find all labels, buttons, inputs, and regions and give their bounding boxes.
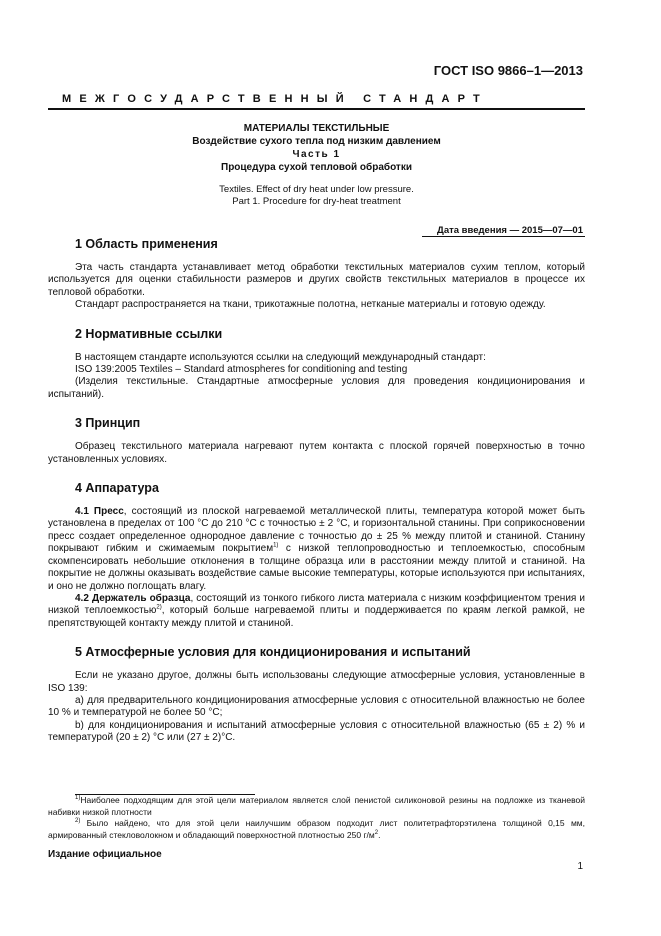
section-5-paragraph-2: а) для предварительного кондиционирования атмосферные условия с относительной влажностью не более 10 % и температурой не более 50 °С; — [48, 694, 585, 719]
section-2-heading: 2 Нормативные ссылки — [75, 326, 223, 341]
title-en-line1: Textiles. Effect of dry heat under low pressure. — [219, 184, 414, 195]
footnote-1-mark: 1) — [75, 795, 81, 802]
section-5-paragraph-1: Если не указано другое, должны быть использованы следующие атмосферные условия, установленные в ISO 139: — [48, 670, 585, 694]
page-number: 1 — [577, 861, 583, 872]
footnote-2-unit-sup: 2 — [374, 829, 379, 836]
section-5-paragraph-3: b) для кондиционирования и испытаний атмосферные условия с относительной влажностью (65 ± 2) % и температурой (20 ± 2) °С или (27 ± 2)°С. — [48, 719, 585, 744]
introduction-date: Дата введения — 2015—07—01 — [437, 225, 583, 236]
press-text-a: , состоящий из плоской нагреваемой металлической плиты, температура которой может быть установлена в пределах от 100 °С до 210 °С с точностью ± 2 °С, и горизонтальной станины. При соприкосновении пресс создает определенное однородное давление с точностью до ± 25 % между плитой и станиной. Станину покрывают гибким и сжимаемым покрытием — [48, 506, 585, 555]
section-2-paragraph-3: (Изделия текстильные. Стандартные атмосферные условия для проведения кондиционирования и испытаний). — [48, 376, 585, 400]
section-2-paragraph-2: ISO 139:2005 Textiles – Standard atmospheres for conditioning and testing — [75, 364, 408, 376]
section-3-paragraph-1: Образец текстильного материала нагревают путем контакта с плоской горячей поверхностью в точно установленных условиях. — [48, 441, 585, 465]
section-4-2-paragraph — [48, 593, 585, 630]
title-part-name: Процедура сухой тепловой обработки — [221, 162, 412, 173]
section-4-1-paragraph — [48, 506, 585, 593]
standard-number: ГОСТ ISO 9866–1—2013 — [433, 63, 583, 78]
header-rule — [48, 108, 585, 110]
title-part: Часть 1 — [292, 149, 341, 160]
footnote-2-end: . — [378, 829, 381, 840]
document-body — [48, 236, 585, 745]
official-edition-label: Издание официальное — [48, 849, 162, 860]
title-en-line2: Part 1. Procedure for dry-heat treatment — [232, 196, 401, 207]
holder-text-b: , который больше нагреваемой плиты и поддерживается по краям легкой рамкой, не препятствующей контакту между плитой и станиной. — [48, 605, 585, 629]
footnote-1 — [48, 795, 585, 818]
footnote-2-text: Было найдено, что для этой цели наилучшим образом подходит лист политетрафторэтилена толщиной 0,15 мм, армированный стекловолокном и обладающий поверхностной плотностью 250 г/м — [48, 818, 585, 840]
section-2-paragraph-1: В настоящем стандарте используются ссылки на следующий международный стандарт: — [75, 351, 486, 363]
title-block — [48, 122, 585, 208]
title-sub: Воздействие сухого тепла под низким давлением — [192, 136, 441, 147]
footnote-2 — [48, 818, 585, 841]
section-1-paragraph-2: Стандарт распространяется на ткани, трикотажные полотна, нетканые материалы и готовую одежду. — [75, 299, 546, 311]
press-text-b: с низкой теплопроводностью и теплоемкостью, способным скомпенсировать небольшие отклонения в толщине образца или в расстоянии между плитой и станиной. На покрытие не должны оказывать воздействие самые высокие температуры, которые используются при испытаниях, и оно не должно поглощать влагу. — [48, 543, 585, 592]
interstate-standard-label: МЕЖГОСУДАРСТВЕННЫЙ СТАНДАРТ — [62, 93, 488, 105]
footnote-2-mark: 2) — [75, 818, 81, 825]
section-1-heading: 1 Область применения — [75, 237, 218, 251]
footnote-1-text: Наиболее подходящим для этой цели материалом является слой пенистой силиконовой резины на подложке из тканевой набивки низкой плотности — [48, 795, 585, 817]
section-5-heading: 5 Атмосферные условия для кондиционирования и испытаний — [75, 645, 471, 660]
specimen-holder-label: 4.2 Держатель образца — [75, 592, 191, 604]
press-label: 4.1 Пресс — [75, 506, 124, 518]
section-4-heading: 4 Аппаратура — [75, 481, 159, 496]
footnote-ref-2[interactable]: 2) — [156, 604, 162, 611]
holder-text-a: , состоящий из тонкого гибкого листа материала с низким коэффициентом трения и низкой теплоемкостью — [48, 592, 585, 617]
section-3-heading: 3 Принцип — [75, 416, 141, 431]
section-1-paragraph-1: Эта часть стандарта устанавливает метод обработки текстильных материалов сухим теплом, который используется для оценки стабильности размеров и других свойств текстильных материалов в процессе их тепловой обработки. — [48, 262, 585, 298]
title-main: МАТЕРИАЛЫ ТЕКСТИЛЬНЫЕ — [243, 123, 390, 134]
footnotes — [48, 795, 585, 841]
footnote-ref-1[interactable]: 1) — [273, 542, 279, 549]
